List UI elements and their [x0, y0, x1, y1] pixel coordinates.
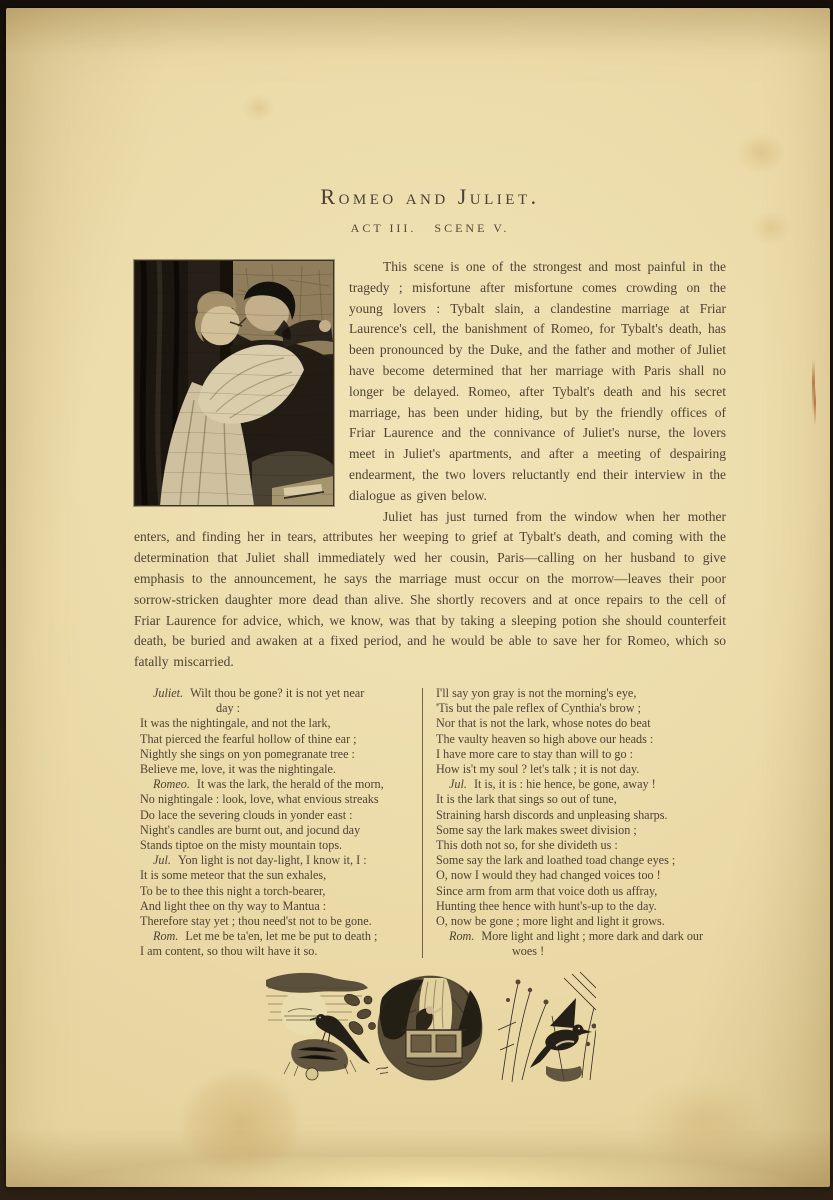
verse-line: Therefore stay yet ; thou need'st not to be gone. [140, 913, 372, 928]
verse-line: Hunting thee hence with hunt's-up to the day. [436, 898, 657, 913]
verse-line: The vaulty heaven so high above our heads : [436, 731, 654, 746]
act-scene-heading: ACT III. SCENE V. [350, 221, 510, 235]
verse-line: I have more care to stay than will to go : [436, 746, 633, 761]
verse-line: Jul. Yon light is not day-light, I know it, I : [153, 853, 367, 868]
dialogue-column-left [140, 686, 422, 960]
verse-line: This doth not so, for she divideth us : [436, 837, 618, 852]
scene-summary [134, 257, 726, 673]
verse-line: day : [216, 701, 241, 716]
verse-line: It was the nightingale, and not the lark, [140, 716, 331, 731]
page-title: Romeo and Juliet. [320, 184, 540, 209]
verse-line: No nightingale : look, love, what envious streaks [140, 792, 379, 807]
verse-line: Straining harsh discords and unpleasing sharps. [436, 807, 668, 822]
speaker-name: Rom. [449, 929, 475, 944]
verse-line: O, now be gone ; more light and light it grows. [436, 913, 665, 928]
verse-line: Stands tiptoe on the misty mountain tops. [140, 837, 343, 852]
speaker-name: Rom. [153, 929, 179, 944]
summary-paragraph: Juliet has just turned from the window when her mother enters, and finding her in tears, attributes her weeping to grief at Tybalt's death, and coming with the determination that Juliet shall immediately wed her cousin, Paris—calling on her husband to give emphasis to the announcement, he says the marriage must occur on the morrow—leaves their poor sorrow-stricken daughter more dead than alive. She shortly recovers and at once repairs to the cell of Friar Laurence for advice, which, we know, was that by taking a sleeping potion she should counterfeit death, be buried and awaken at a fixed period, and he would be able to save her for Romeo, which so fatally miscarried. [134, 508, 726, 670]
summary-paragraph: This scene is one of the strongest and most painful in the tragedy ; misfortune after misfortune comes crowding on the young lovers : Tybalt slain, a clandestine marriage at Friar Laurence's cell, the banishment of Romeo, for Tybalt's death, has been pronounced by the Duke, and the father and mother of Juliet have become determined that her marriage with Paris shall no longer be delayed. Romeo, after Tybalt's death and his secret marriage, has been under hiding, but by the friendly offices of Friar Laurence and the connivance of Juliet's nurse, the lovers meet in Juliet's apartments, and after a meeting of despairing endearment, the two lovers reluctantly end their interview in the dialogue as given below. [349, 259, 726, 503]
tailpiece-engraving [134, 970, 726, 1097]
verse-line: Romeo. It was the lark, the herald of the morn, [153, 777, 384, 792]
speaker-name: Jul. [153, 853, 171, 868]
tailpiece-illustration-image [264, 970, 596, 1092]
dialogue-column-right [423, 686, 719, 960]
rust-streak [814, 386, 816, 426]
verse-line: That pierced the fearful hollow of thine ear ; [140, 731, 357, 746]
verse-line: Some say the lark and loathed toad change eyes ; [436, 853, 676, 868]
verse-line: Nightly she sings on yon pomegranate tree : [140, 746, 355, 761]
verse-line: woes ! [512, 944, 545, 959]
verse-line: Some say the lark makes sweet division ; [436, 822, 637, 837]
speaker-name: Jul. [449, 777, 467, 792]
verse-line: Since arm from arm that voice doth us affray, [436, 883, 658, 898]
verse-line: Do lace the severing clouds in yonder east : [140, 807, 353, 822]
book-page [6, 8, 830, 1187]
verse-line: I'll say yon gray is not the morning's eye, [436, 685, 637, 700]
speaker-name: Juliet. [153, 685, 184, 700]
verse-line: 'Tis but the pale reflex of Cynthia's brow ; [436, 701, 642, 716]
verse-line: It is the lark that sings so out of tune, [436, 792, 617, 807]
verse-line: I am content, so thou wilt have it so. [140, 944, 318, 959]
embrace-illustration-image [134, 260, 334, 506]
verse-line: How is't my soul ? let's talk ; it is not day. [436, 761, 640, 776]
verse-line: O, now I would they had changed voices too ! [436, 868, 661, 883]
verse-line: Believe me, love, it was the nightingale. [140, 761, 336, 776]
romeo-juliet-engraving [134, 260, 334, 506]
foxing-stain [741, 203, 801, 253]
photo-light-reflection [6, 1157, 830, 1187]
verse-line: Nor that is not the lark, whose notes do beat [436, 716, 651, 731]
verse-line: Jul. It is, it is : hie hence, be gone, away ! [449, 777, 656, 792]
verse-line: Night's candles are burnt out, and jocund day [140, 822, 361, 837]
verse-line: To be to thee this night a torch-bearer, [140, 883, 326, 898]
verse-line: It is some meteor that the sun exhales, [140, 868, 327, 883]
rust-streak [812, 360, 815, 416]
speaker-name: Romeo. [153, 777, 190, 792]
verse-line: And light thee on thy way to Mantua : [140, 898, 327, 913]
verse-line: Rom. More light and light ; more dark and dark our [449, 929, 704, 944]
verse-dialogue [134, 686, 726, 960]
foxing-stain [726, 123, 796, 183]
verse-line: Rom. Let me be ta'en, let me be put to death ; [153, 929, 378, 944]
verse-line: Juliet. Wilt thou be gone? it is not yet near [153, 685, 365, 700]
page-content [134, 8, 726, 1097]
